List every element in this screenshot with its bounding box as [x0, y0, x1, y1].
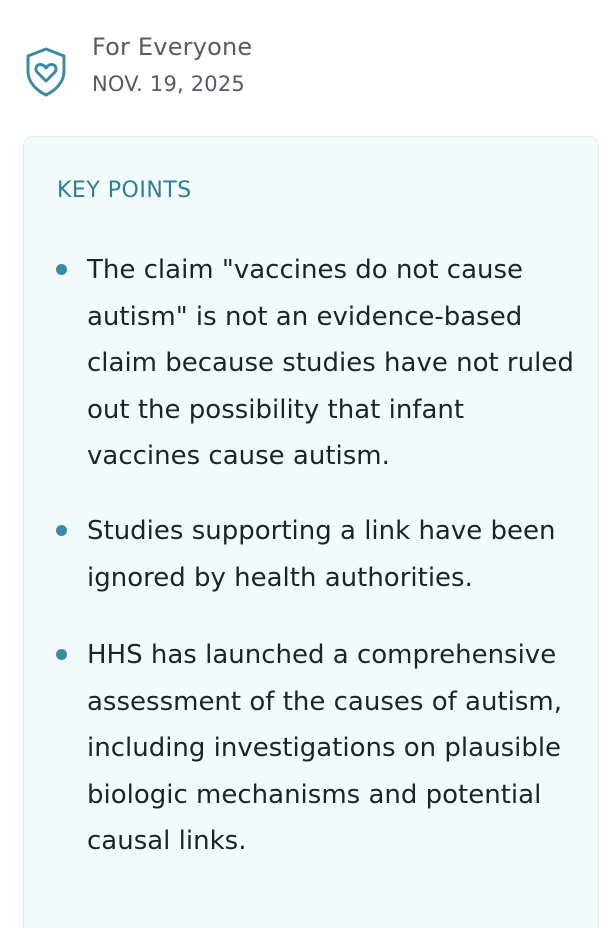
bullet-icon	[56, 525, 67, 536]
key-point-text: The claim "vaccines do not cause autism" is not an evidence-based claim because studies have not ruled out the possibility that infant vaccines cause autism.	[87, 255, 574, 471]
key-point-text: HHS has launched a comprehensive assessment of the causes of autism, including investigations on plausible biologic mechanisms and potential causal links.	[87, 640, 562, 856]
bullet-icon	[56, 649, 67, 660]
key-point-text: Studies supporting a link have been ignored by health authorities.	[87, 516, 556, 593]
audience-label: For Everyone	[92, 33, 253, 61]
publish-date: NOV. 19, 2025	[92, 72, 245, 96]
key-points-title: KEY POINTS	[57, 178, 192, 203]
shield-heart-icon	[22, 46, 70, 98]
article-header	[0, 0, 605, 120]
bullet-icon	[56, 264, 67, 275]
key-points-card	[23, 136, 599, 928]
